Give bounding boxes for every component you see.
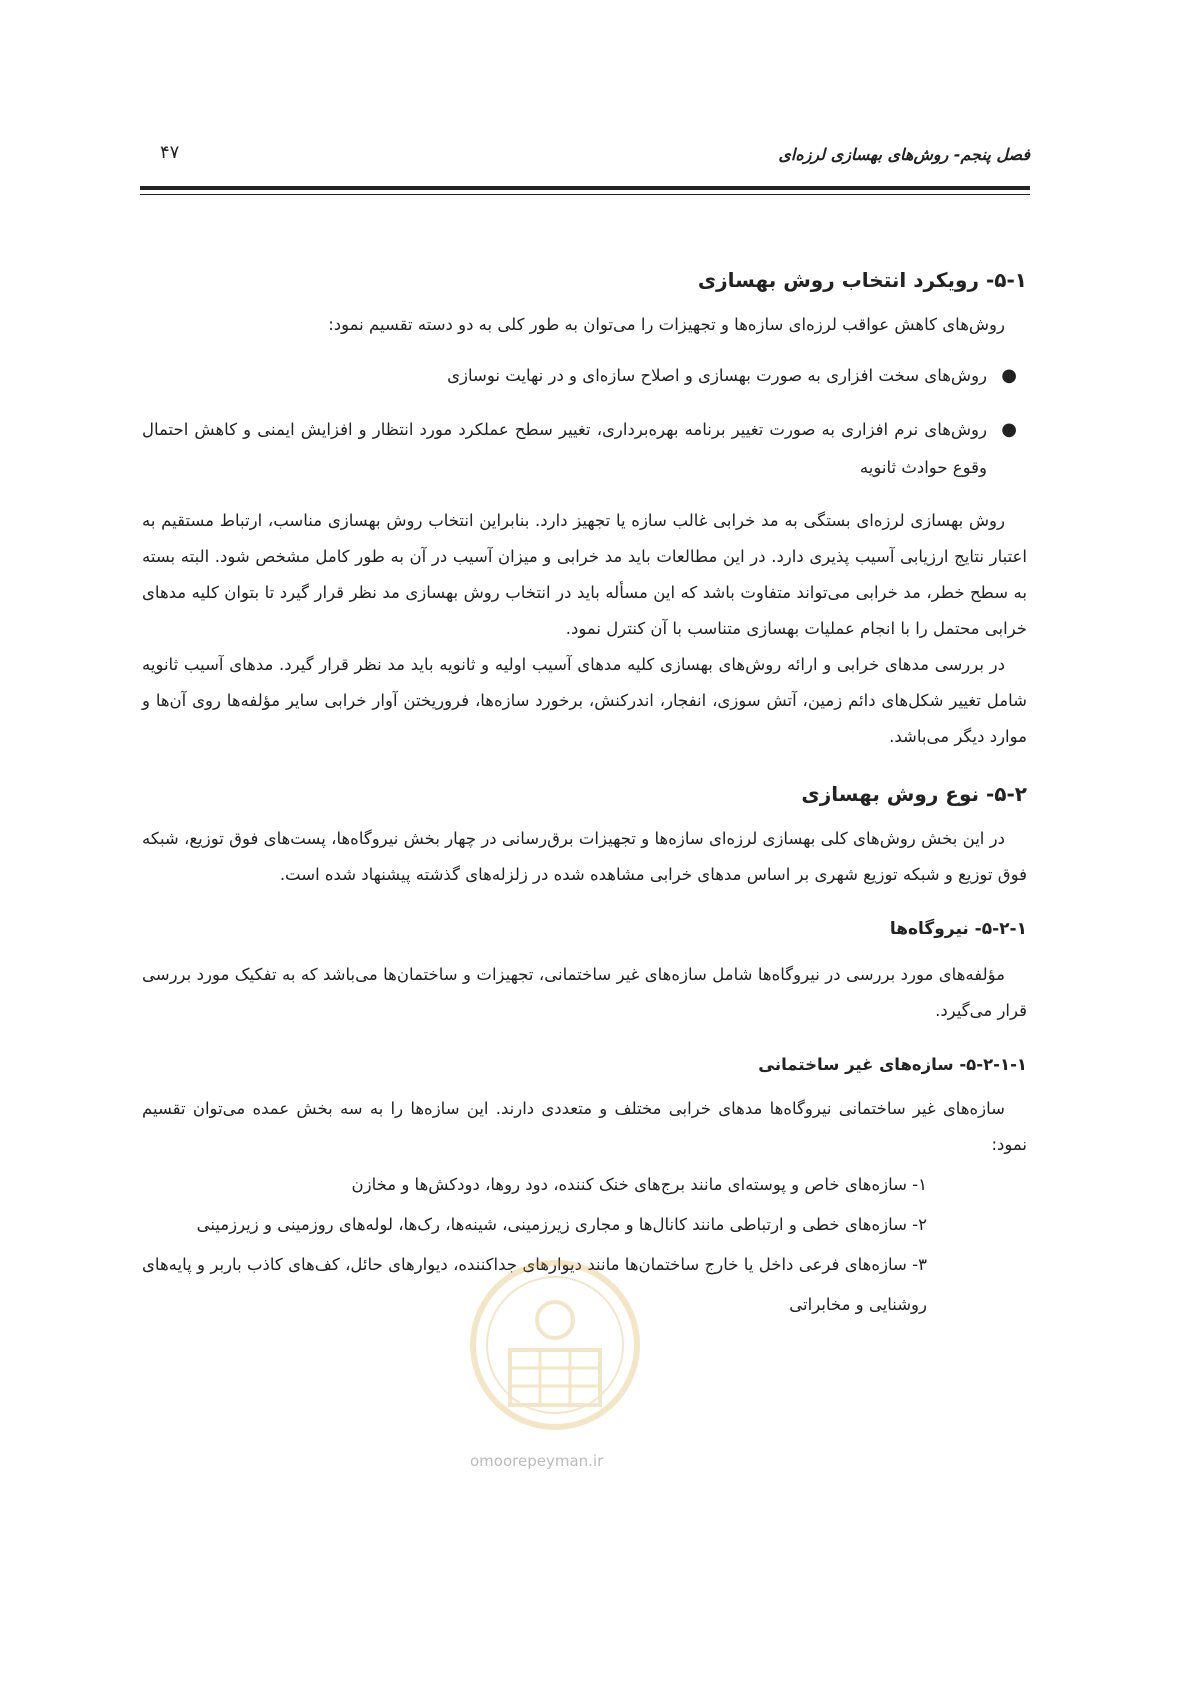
watermark-seal-icon — [465, 1255, 645, 1440]
section-1-title: ۵-۱- رویکرد انتخاب روش بهسازی — [697, 268, 1027, 292]
list-item: ۲- سازه‌های خطی و ارتباطی مانند کانال‌ها و مجاری زیرزمینی، شینه‌ها، رک‌ها، لوله‌های روزمینی و زیرزمینی — [196, 1215, 927, 1234]
page-number: ۴۷ — [160, 142, 180, 163]
section-2-paragraph: در این بخش روش‌های کلی بهسازی لرزه‌ای سازه‌ها و تجهیزات برق‌رسانی در چهار بخش نیروگاه‌ها، پست‌های فوق توزیع، شبکه فوق توزیع و شبکه توزیع شهری بر اساس مدهای خرابی مشاهده شده در زلزله‌های گذشته پیشنهاد شده است. — [142, 829, 1027, 884]
section-2-1-title: ۵-۲-۱- نیروگاه‌ها — [889, 919, 1027, 939]
main-content — [142, 265, 1027, 1325]
list-item: ۱- سازه‌های خاص و پوسته‌ای مانند برج‌های خنک کننده، دود روها، دودکش‌ها و مخازن — [351, 1175, 927, 1194]
section-2-1-1-paragraph: سازه‌های غیر ساختمانی نیروگاه‌ها مدهای خرابی مختلف و متعددی دارند. این سازه‌ها را به سه بخش عمده می‌توان تقسیم نمود: — [142, 1099, 1027, 1154]
watermark-url: omoorepeyman.ir — [470, 1452, 604, 1470]
bullet-text: روش‌های سخت افزاری به صورت بهسازی و اصلاح سازه‌ای و در نهایت نوسازی — [447, 366, 987, 385]
section-1-paragraph-1: روش بهسازی لرزه‌ای بستگی به مد خرابی غالب سازه یا تجهیز دارد. بنابراین انتخاب روش بهسازی مناسب، ارتباط مستقیم به اعتبار نتایج ارزیابی آسیب پذیری دارد. در این مطالعات باید مد خرابی و میزان آسیب در آن به طور کامل مشخص شود. البته بسته به سطح خطر، مد خرابی می‌تواند متفاوت باشد که این مسأله باید در انتخاب روش بهسازی مد نظر قرار گیرد تا بتوان کلیه مدهای خرابی محتمل را با انجام عملیات بهسازی متناسب با آن کنترل نمود. — [142, 511, 1027, 638]
header-rule-thin — [140, 194, 1030, 195]
bullet-item — [142, 411, 1027, 487]
section-2-title: ۵-۲- نوع روش بهسازی — [801, 782, 1027, 806]
section-1-paragraph-2: در بررسی مدهای خرابی و ارائه روش‌های بهسازی کلیه مدهای آسیب اولیه و ثانویه باید مد نظر قرار گیرد. مدهای آسیب ثانویه شامل تغییر شکل‌های دائم زمین، آتش سوزی، انفجار، اندرکنش، برخورد سازه‌ها، فروریختن آوار خرابی سایر مؤلفه‌ها روی آن‌ها و موارد دیگر می‌باشد. — [142, 655, 1027, 746]
bullet-dot-icon: ● — [1001, 365, 1017, 386]
bullet-item — [142, 357, 1027, 395]
running-title: فصل پنجم- روش‌های بهسازی لرزه‌ای — [778, 145, 1030, 164]
section-1-intro: روش‌های کاهش عواقب لرزه‌ای سازه‌ها و تجهیزات را می‌توان به طور کلی به دو دسته تقسیم نمود: — [328, 315, 1005, 334]
section-1-bullets — [142, 357, 1027, 487]
list-item: ۳- سازه‌های فرعی داخل یا خارج ساختمان‌ها مانند دیوارهای جداکننده، دیوارهای حائل، کف‌های کاذب باربر و پایه‌های روشنایی و مخابراتی — [142, 1255, 927, 1314]
bullet-dot-icon: ● — [1001, 419, 1017, 440]
bullet-text: روش‌های نرم افزاری به صورت تغییر برنامه بهره‌برداری، تغییر سطح عملکرد مورد انتظار و افزایش ایمنی و کاهش احتمال وقوع حوادث ثانویه — [142, 420, 987, 477]
section-2-1-paragraph: مؤلفه‌های مورد بررسی در نیروگاه‌ها شامل سازه‌های غیر ساختمانی، تجهیزات و ساختمان‌ها می‌باشد که به تفکیک مورد بررسی قرار می‌گیرد. — [142, 965, 1027, 1020]
header-rule-thick — [140, 186, 1030, 190]
section-2-1-1-title: ۵-۲-۱-۱- سازه‌های غیر ساختمانی — [758, 1055, 1027, 1074]
